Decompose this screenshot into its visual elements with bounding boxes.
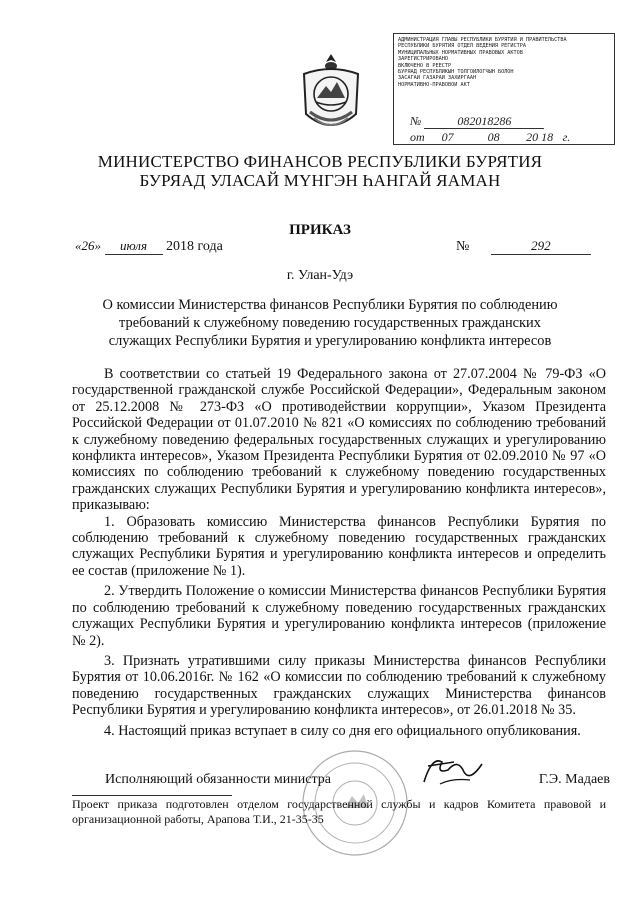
stamp-reg-value: 082018286 <box>424 114 544 129</box>
stamp-line: ЗАРЕГИСТРИРОВАНО <box>398 56 448 63</box>
footer-separator <box>72 795 232 796</box>
signer-position: Исполняющий обязанности министра <box>105 772 331 787</box>
order-date-year: 2018 года <box>166 239 223 254</box>
preamble-paragraph: В соответствии со статьей 19 Федерального закона от 27.07.2004 № 79-ФЗ «О государственной гражданской службе Российской Федерации», Федеральным законом от 25.12.2008 № 273-ФЗ «О противодействии коррупции», Указом Президента Российской Федерации от 01.07.2010 № 821 «О комиссиях по соблюдению требований к служебному поведению федеральных государственных служащих и урегулированию конфликта интересов», Указом Президента Республики Бурятия от 02.09.2010 № 97 «О комиссиях по соблюдению требований к служебному поведению государственных гражданских служащих Республики Бурятия и урегулированию конфликта интересов», приказываю: <box>72 366 606 514</box>
stamp-line: ВКЛЮЧЕНО В РЕЕСТР <box>398 62 452 69</box>
order-body <box>72 366 606 739</box>
order-number-value: 292 <box>491 238 591 255</box>
signer-name: Г.Э. Мадаев <box>538 772 610 787</box>
stamp-line: НОРМАТИВНО-ПРАВОВОЙ АКТ <box>398 81 470 88</box>
order-date-month: июля <box>105 238 163 255</box>
order-date-day: «26» <box>75 238 101 253</box>
ministry-name-bur: БУРЯАД УЛАСАЙ МҮНГЭН ҺАНГАЙ ЯАМАН <box>139 171 501 190</box>
stamp-line: РЕСПУБЛИКИ БУРЯТИЯ ОТДЕЛ ВЕДЕНИЯ РЕГИСТРА <box>398 43 527 50</box>
order-number <box>456 238 591 255</box>
stamp-line: ЗАСАГАЙ ГАЗАРАЙ ЗАХИРГААН <box>398 75 477 82</box>
stamp-line: АДМИНИСТРАЦИЯ ГЛАВЫ РЕСПУБЛИКИ БУРЯТИЯ И ПРАВИТЕЛЬСТВА <box>398 37 567 43</box>
coat-of-arms-emblem <box>298 52 364 138</box>
stamp-date <box>410 130 570 145</box>
order-date <box>75 238 223 255</box>
order-number-label: № <box>456 239 470 254</box>
ministry-name-ru: МИНИСТЕРСТВО ФИНАНСОВ РЕСПУБЛИКИ БУРЯТИЯ <box>97 152 543 171</box>
stamp-line: БУРЯАД РЕСПУБЛИКЫН ТОЛГОЙЛОГЧЫН БОЛОН <box>398 69 514 76</box>
stamp-date-day: 07 <box>428 130 468 145</box>
order-subject: О комиссии Министерства финансов Республики Бурятия по соблюдению требований к служебному поведению государственных гражданских служащих Республики Бурятия и урегулированию конфликта интересов <box>102 297 558 349</box>
document-title: ПРИКАЗ <box>289 222 351 238</box>
order-item-3: 3. Признать утратившими силу приказы Министерства финансов Республики Бурятия от 10.06.2016г. № 162 «О комиссии по соблюдению требований к служебному поведению государственных гражданских служащих Министерства финансов Республики Бурятия и урегулированию конфликта интересов», от 26.01.2018 № 35. <box>72 652 606 719</box>
stamp-registration-number <box>410 114 544 129</box>
stamp-date-suffix: г. <box>562 130 571 144</box>
stamp-date-year: 20 18 <box>520 130 560 145</box>
stamp-date-prefix: от <box>410 130 425 144</box>
order-item-2: 2. Утвердить Положение о комиссии Министерства финансов Республики Бурятия по соблюдению требований к служебному поведению государственных гражданских служащих Республики Бурятия и урегулированию конфликта интересов (приложение № 2). <box>72 583 606 649</box>
order-city: г. Улан-Удэ <box>286 268 354 283</box>
stamp-line: МУНИЦИПАЛЬНЫХ НОРМАТИВНЫХ ПРАВОВЫХ АКТОВ <box>398 49 523 56</box>
order-item-4: 4. Настоящий приказ вступает в силу со дня его официального опубликования. <box>104 722 581 739</box>
order-item-1: 1. Образовать комиссию Министерства финансов Республики Бурятия по соблюдению требований к служебному поведению государственных гражданских служащих Республики Бурятия и урегулированию конфликта интересов и определить ее состав (приложение № 1). <box>72 513 606 579</box>
stamp-date-month: 08 <box>471 130 517 145</box>
registration-stamp <box>393 33 615 145</box>
handwritten-signature <box>418 752 488 792</box>
stamp-reg-prefix: № <box>410 114 422 128</box>
footer-note: Проект приказа подготовлен отделом государственной службы и кадров Комитета правовой и организационной работы, Арапова Т.И., 21-35-35 <box>72 797 606 826</box>
